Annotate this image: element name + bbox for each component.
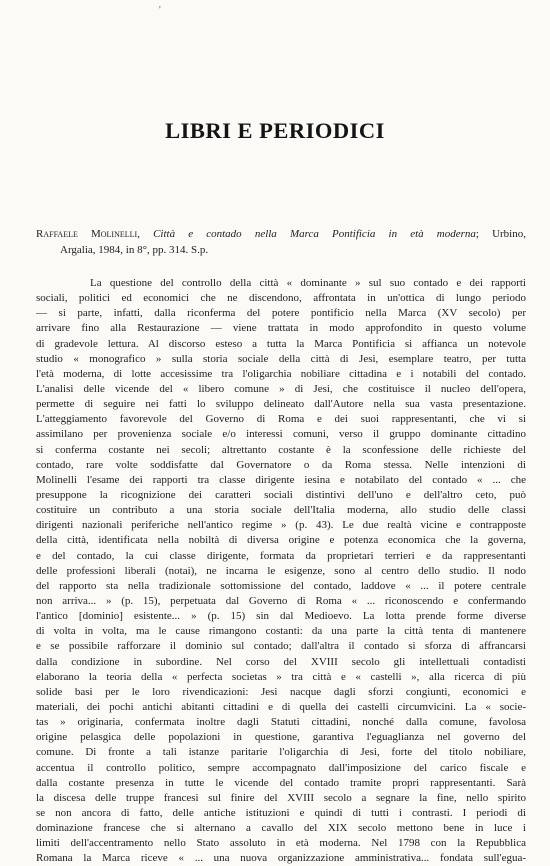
text-line: L'atteggiamento favorevole del Governo di Roma e dei suoi rappresentanti, che vi si xyxy=(36,413,526,426)
citation-book-title: Città e contado nella Marca Pontificia in età moderna xyxy=(153,228,476,240)
text-line: si conferma costante nei secoli; altrettanto costante è la sconfessione delle richieste del xyxy=(36,443,526,456)
text-line: Romana la Marca riceve « ... una nuova organizzazione amministrativa... fondata sull'egua- xyxy=(36,852,526,865)
text-line: permette di seguire nei fatti lo sviluppo delineato dall'Autore nella sua vasta presentazione. xyxy=(36,398,526,411)
text-line: sociali, politici ed economici che ne discendono, affrontata in un'ottica di lungo periodo xyxy=(36,292,526,305)
text-line: e del contado, la cui classe dirigente, formata da proprietari terrieri e da rappresentanti xyxy=(36,549,526,562)
review-body xyxy=(36,276,526,866)
citation-publication-details: Argalia, 1984, in 8°, pp. 314. S.p. xyxy=(60,244,209,256)
citation-author: Raffaele Molinelli, xyxy=(36,228,140,240)
text-line: dirigenti nazionali periferiche nell'antico regime » (p. 43). Le due realtà vicine e contrapposte xyxy=(36,519,526,532)
text-line: comune. Di fronte a tali istanze paritarie l'oligarchia di Jesi, forte del titolo nobiliare, xyxy=(36,746,526,759)
text-line: dominazione francese che si alternano a cavallo del XIX secolo mettono bene in luce i xyxy=(36,822,526,835)
text-line: materiali, dei pochi antichi abitanti cittadini e di quella dei castelli circumvicini. La « socie- xyxy=(36,700,526,713)
text-line: origine pelasgica delle popolazioni in questione, garantiva l'eguaglianza nel governo del xyxy=(36,731,526,744)
header-mark: ' xyxy=(159,5,161,16)
text-line: La questione del controllo della città « dominante » sul suo contado e dei rapporti xyxy=(90,277,526,289)
text-line: studio « monografico » sulla storia sociale della città di Jesi, esemplare teatro, per tutta xyxy=(36,352,526,365)
text-line: — si parte, infatti, dalla riconferma del potere pontificio nella Marca (XV secolo) per xyxy=(36,307,526,320)
text-line: L'analisi delle vicende del « libero comune » di Jesi, che costituisce il nucleo dell'opera, xyxy=(36,382,526,395)
text-line: arrivare fino alla Restaurazione — viene trattata in modo approfondito in questo volume xyxy=(36,322,526,335)
text-line: solide basi per le loro rivendicazioni: Jesi nacque dagli sforzi congiunti, economici e xyxy=(36,685,526,698)
text-line: l'età moderna, di lotte accesissime tra l'oligarchia nobiliare cittadina e i notabili del contado. xyxy=(36,367,526,380)
text-line: limiti dell'accentramento nello Stato assoluto in età moderna. Nel 1798 con la Repubblica xyxy=(36,837,526,850)
book-citation xyxy=(36,226,526,258)
text-line: dalla condizione in subordine. Nel corso del XVIII secolo gli intellettuali contadisti xyxy=(36,655,526,668)
text-line: presuppone la ricognizione dei caratteri sociali distintivi dell'uno e dell'altro ceto, può xyxy=(36,488,526,501)
text-line: di volta in volta, ma le cause rimangono costanti: da una parte la città tenta di mantenere xyxy=(36,625,526,638)
text-line: non arriva... » (p. 15), perpetuata dal Governo di Roma « ... riconoscendo e confermando xyxy=(36,594,526,607)
text-line: accentua il controllo politico, sempre accompagnato dall'imposizione del carico fiscale e xyxy=(36,761,526,774)
text-line: del rapporto sta nella tradizionale sottomissione del contado, laddove « ... il potere centrale xyxy=(36,579,526,592)
text-line: costituire un contributo a una storia sociale dell'Italia moderna, allo studio delle classi xyxy=(36,504,526,517)
text-line: e se possibile rafforzare il dominio sul contado; dall'altra il contado si sforza di affrancarsi xyxy=(36,640,526,653)
citation-first-line xyxy=(36,226,526,242)
citation-place: ; Urbino, xyxy=(475,228,526,240)
text-line: tas » originaria, confermata inoltre dagli Statuti cittadini, nonché dalla comune, favolosa xyxy=(36,716,526,729)
text-line: Molinelli l'esame dei rapporti tra classe dirigente iesina e notabilato del contado « ... che xyxy=(36,473,526,486)
text-line: dalla costante presenza in tutte le vicende del contado tramite propri rappresentanti. Sarà xyxy=(36,776,526,789)
text-line: l'antico [dominio] esistente... » (p. 15) sin dal Medioevo. La lotta prende forme diverse xyxy=(36,610,526,623)
text-line: della città, identificata nella nobiltà di diversa origine e potenza economica che la governa, xyxy=(36,534,526,547)
text-line: assimilano per provenienza sociale e/o interessi comuni, verso il gruppo dominante cittadino xyxy=(36,428,526,441)
text-line: elaborano la teoria della « perfecta societas » tra città e « castelli », alla ricerca di più xyxy=(36,670,526,683)
text-line: di gradevole lettura. Al discorso esteso a tutta la Marca Pontificia si affianca un notevole xyxy=(36,337,526,350)
section-title: LIBRI E PERIODICI xyxy=(165,118,385,143)
text-line: contado, rare volte soddisfatte dal Governatore o da Roma stessa. Nelle intenzioni di xyxy=(36,458,526,471)
text-line: la discesa delle truppe francesi sul finire del XVIII secolo a segnare la fine, nello spirito xyxy=(36,791,526,804)
text-line: se non ancora di fatto, delle antiche istituzioni e quindi di tutti i contrasti. I periodi di xyxy=(36,806,526,819)
text-line: delle professioni liberali (notai), ne incarna le esigenze, sono al centro dello studio. Il nodo xyxy=(36,564,526,577)
